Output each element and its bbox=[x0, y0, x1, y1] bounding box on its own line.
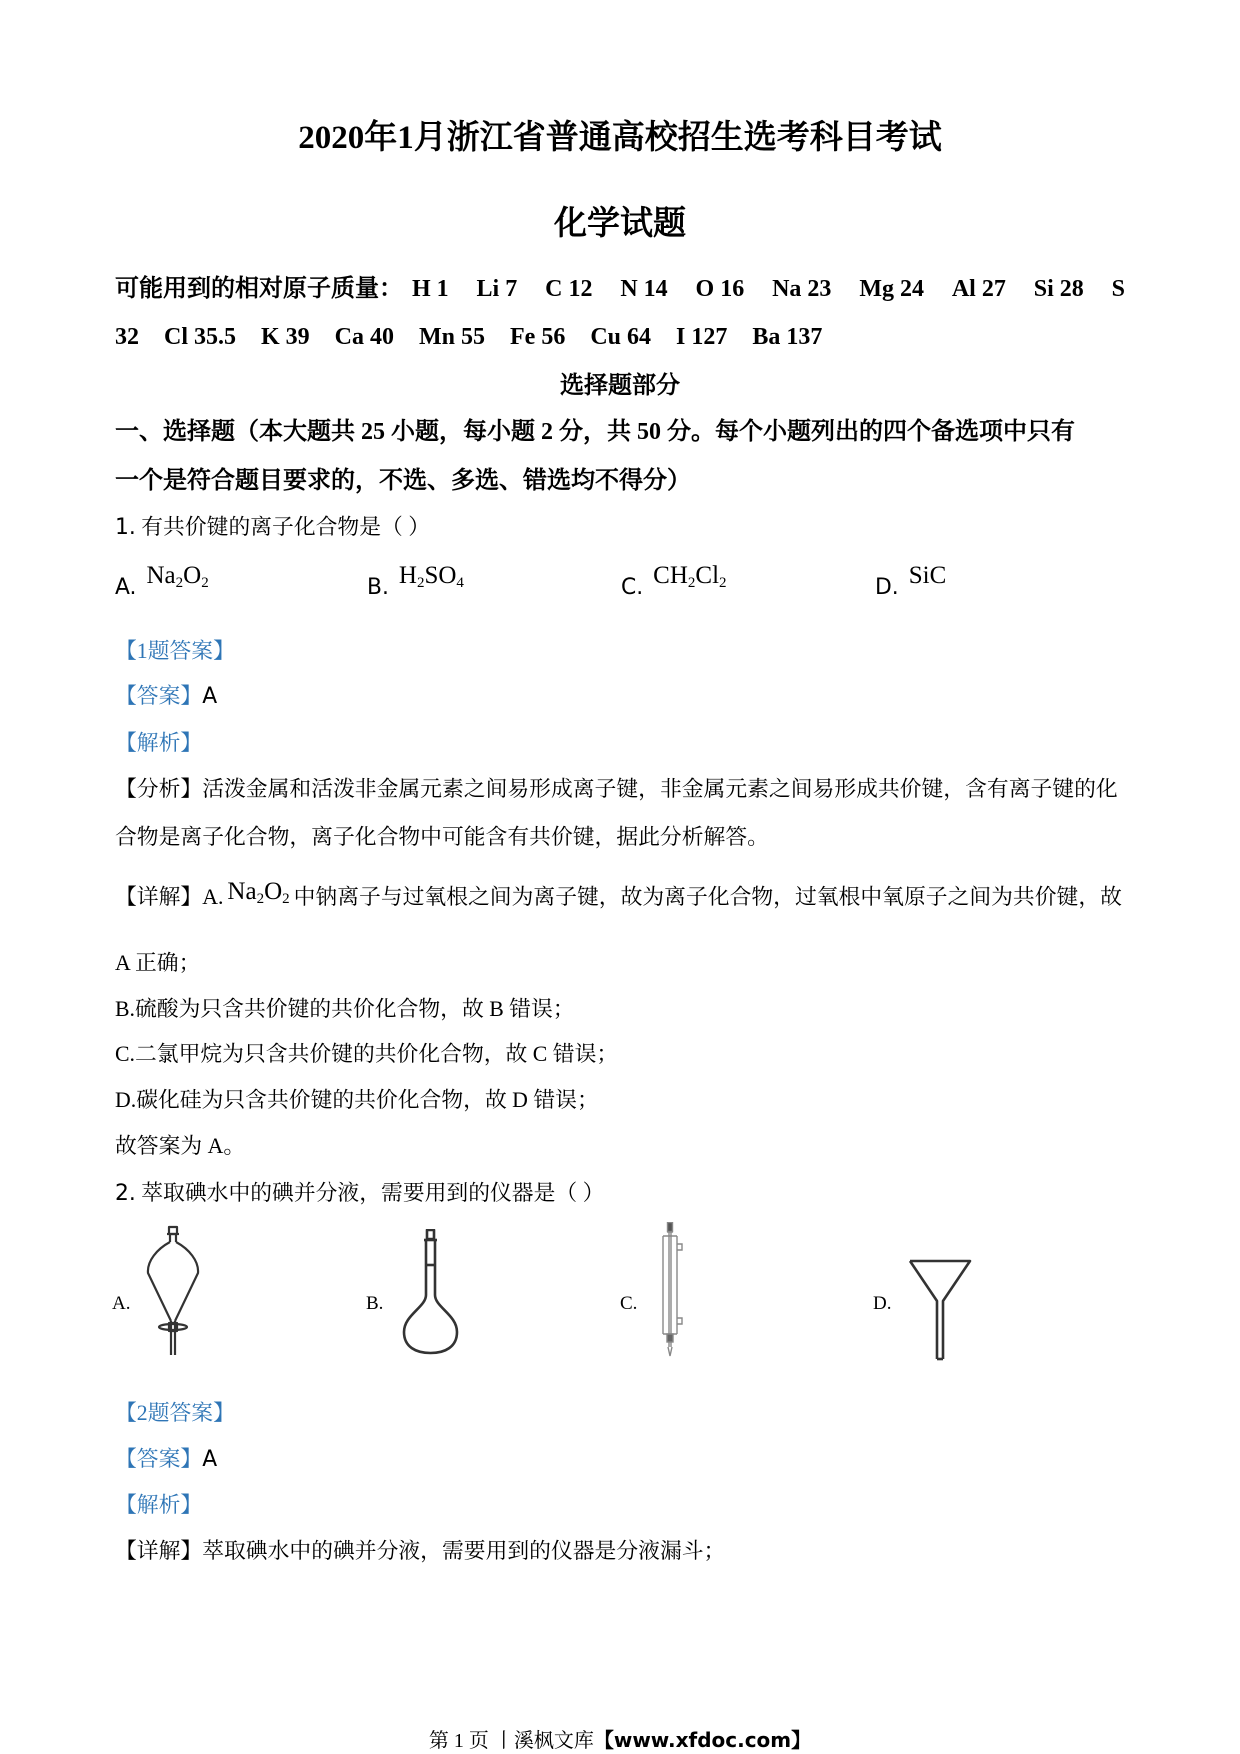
formula-text: SO bbox=[424, 562, 457, 589]
answer-label: 【答案】 bbox=[115, 1447, 203, 1471]
formula-subscript: 2 bbox=[175, 575, 184, 591]
option-a-label: A. bbox=[112, 1293, 131, 1314]
question-text: 有共价键的离子化合物是（ ） bbox=[141, 515, 431, 539]
detail-line-1 bbox=[115, 878, 1122, 912]
formula-subscript: 2 bbox=[719, 575, 727, 591]
formula-subscript: 2 bbox=[282, 891, 290, 907]
analysis-label: 【分析】 bbox=[115, 777, 203, 801]
option-formula bbox=[653, 561, 726, 591]
section-intro-line-1: 一、选择题（本大题共 25 小题，每小题 2 分，共 50 分。每个小题列出的四个备选项中只有 bbox=[115, 419, 1075, 445]
atomic-mass-item: Li 7 bbox=[476, 276, 518, 302]
volumetric-flask-icon bbox=[400, 1229, 461, 1356]
atomic-masses-line-2 bbox=[115, 321, 822, 353]
formula-subscript: 2 bbox=[256, 891, 265, 907]
atomic-mass-item: C 12 bbox=[545, 276, 593, 302]
atomic-masses-label: 可能用到的相对原子质量： bbox=[115, 276, 403, 302]
option-label: D. bbox=[875, 575, 899, 600]
atomic-masses-list-1 bbox=[412, 273, 1125, 305]
formula-text: Na bbox=[146, 562, 176, 589]
question-text: 萃取碘水中的碘并分液，需要用到的仪器是（ ） bbox=[141, 1181, 605, 1205]
detail-text: 萃取碘水中的碘并分液，需要用到的仪器是分液漏斗； bbox=[202, 1539, 726, 1563]
atomic-mass-item: K 39 bbox=[261, 324, 310, 350]
page-title: 2020年1月浙江省普通高校招生选考科目考试 bbox=[298, 120, 942, 156]
formula-text: Cl bbox=[695, 562, 720, 589]
option-formula bbox=[909, 561, 947, 591]
answer-value: A bbox=[202, 1447, 218, 1472]
atomic-mass-item: Fe 56 bbox=[510, 324, 566, 350]
option-d bbox=[875, 562, 947, 602]
option-label: B. bbox=[367, 575, 389, 600]
option-b-label: B. bbox=[366, 1293, 384, 1314]
option-b bbox=[367, 562, 464, 602]
answer-value: A bbox=[202, 684, 218, 709]
answer-line bbox=[115, 681, 217, 711]
detail-line-2: A 正确； bbox=[115, 951, 201, 975]
answer-heading: 【2题答案】 bbox=[115, 1401, 235, 1425]
detail-line-3: B.硫酸为只含共价键的共价化合物，故 B 错误； bbox=[115, 997, 575, 1021]
option-label: A. bbox=[115, 575, 137, 600]
atomic-mass-item: Ba 137 bbox=[752, 324, 823, 350]
detail-line-1 bbox=[115, 1536, 725, 1566]
funnel-icon bbox=[908, 1259, 972, 1362]
answer-label: 【答案】 bbox=[115, 684, 203, 708]
answer-heading: 【1题答案】 bbox=[115, 639, 235, 663]
footer-page-number: 第 1 页 bbox=[428, 1730, 494, 1752]
section-title: 选择题部分 bbox=[560, 373, 680, 399]
question-1-stem bbox=[115, 512, 430, 542]
footer-site-url: 【www.xfdoc.com】 bbox=[593, 1728, 812, 1752]
atomic-mass-item: 32 bbox=[115, 324, 139, 350]
section-intro-line-2: 一个是符合题目要求的，不选、多选、错选均不得分） bbox=[115, 468, 691, 494]
atomic-mass-item: H 1 bbox=[412, 276, 449, 302]
analysis-line-2: 合物是离子化合物，离子化合物中可能含有共价键，据此分析解答。 bbox=[115, 825, 769, 849]
detail-text: 中钠离子与过氧根之间为离子键，故为离子化合物，过氧根中氧原子之间为共价键，故 bbox=[293, 885, 1122, 909]
detail-label: 【详解】 bbox=[115, 1539, 203, 1563]
atomic-mass-item: Si 28 bbox=[1033, 276, 1084, 302]
atomic-mass-item: O 16 bbox=[695, 276, 745, 302]
detail-label: 【详解】 bbox=[115, 885, 203, 909]
formula-subscript: 2 bbox=[201, 575, 209, 591]
atomic-mass-item: Mg 24 bbox=[859, 276, 924, 302]
footer-site-name: 溪枫文库 bbox=[513, 1730, 594, 1752]
separatory-funnel-icon bbox=[145, 1225, 201, 1357]
atomic-mass-item: Mn 55 bbox=[419, 324, 486, 350]
condenser-icon bbox=[656, 1222, 684, 1357]
question-2-stem bbox=[115, 1178, 604, 1208]
detail-line-6: 故答案为 A。 bbox=[115, 1134, 246, 1158]
formula-text: O bbox=[264, 878, 283, 905]
analysis-text: 活泼金属和活泼非金属元素之间易形成离子键，非金属元素之间易形成共价键，含有离子键的化 bbox=[202, 777, 1118, 801]
atomic-mass-item: Cl 35.5 bbox=[164, 324, 236, 350]
option-formula bbox=[146, 561, 208, 591]
formula-text: SiC bbox=[908, 562, 947, 589]
detail-prefix: A. bbox=[202, 885, 224, 909]
formula-text: Na bbox=[227, 878, 257, 905]
page-footer bbox=[0, 1729, 1240, 1751]
atomic-mass-item: Al 27 bbox=[951, 276, 1006, 302]
detail-formula bbox=[227, 877, 289, 907]
option-c bbox=[621, 562, 727, 602]
atomic-mass-item: S bbox=[1111, 276, 1125, 302]
atomic-mass-item: N 14 bbox=[620, 276, 668, 302]
option-formula bbox=[399, 561, 464, 591]
question-number: 2. bbox=[115, 1181, 136, 1206]
analysis-heading: 【解析】 bbox=[115, 731, 203, 755]
atomic-masses-list-2 bbox=[115, 321, 822, 353]
analysis-heading: 【解析】 bbox=[115, 1493, 203, 1517]
option-label: C. bbox=[621, 575, 644, 600]
page-subtitle: 化学试题 bbox=[554, 206, 686, 242]
atomic-mass-item: Ca 40 bbox=[334, 324, 395, 350]
detail-line-5: D.碳化硅为只含共价键的共价化合物，故 D 错误； bbox=[115, 1088, 599, 1112]
option-c-label: C. bbox=[620, 1293, 638, 1314]
formula-subscript: 2 bbox=[687, 575, 696, 591]
atomic-masses-line-1 bbox=[115, 273, 1125, 305]
atomic-mass-item: I 127 bbox=[676, 324, 728, 350]
atomic-mass-item: Na 23 bbox=[772, 276, 832, 302]
analysis-line-1 bbox=[115, 774, 1118, 804]
option-a bbox=[115, 562, 209, 602]
formula-text: H bbox=[398, 562, 417, 589]
answer-line bbox=[115, 1444, 217, 1474]
detail-line-4: C.二氯甲烷为只含共价键的共价化合物，故 C 错误； bbox=[115, 1042, 619, 1066]
atomic-mass-item: Cu 64 bbox=[590, 324, 652, 350]
option-d-label: D. bbox=[873, 1293, 892, 1314]
formula-subscript: 2 bbox=[416, 575, 425, 591]
question-number: 1. bbox=[115, 515, 136, 540]
formula-subscript: 4 bbox=[456, 575, 464, 591]
formula-text: CH bbox=[653, 562, 688, 589]
footer-separator: 丨 bbox=[493, 1730, 514, 1752]
formula-text: O bbox=[183, 562, 202, 589]
